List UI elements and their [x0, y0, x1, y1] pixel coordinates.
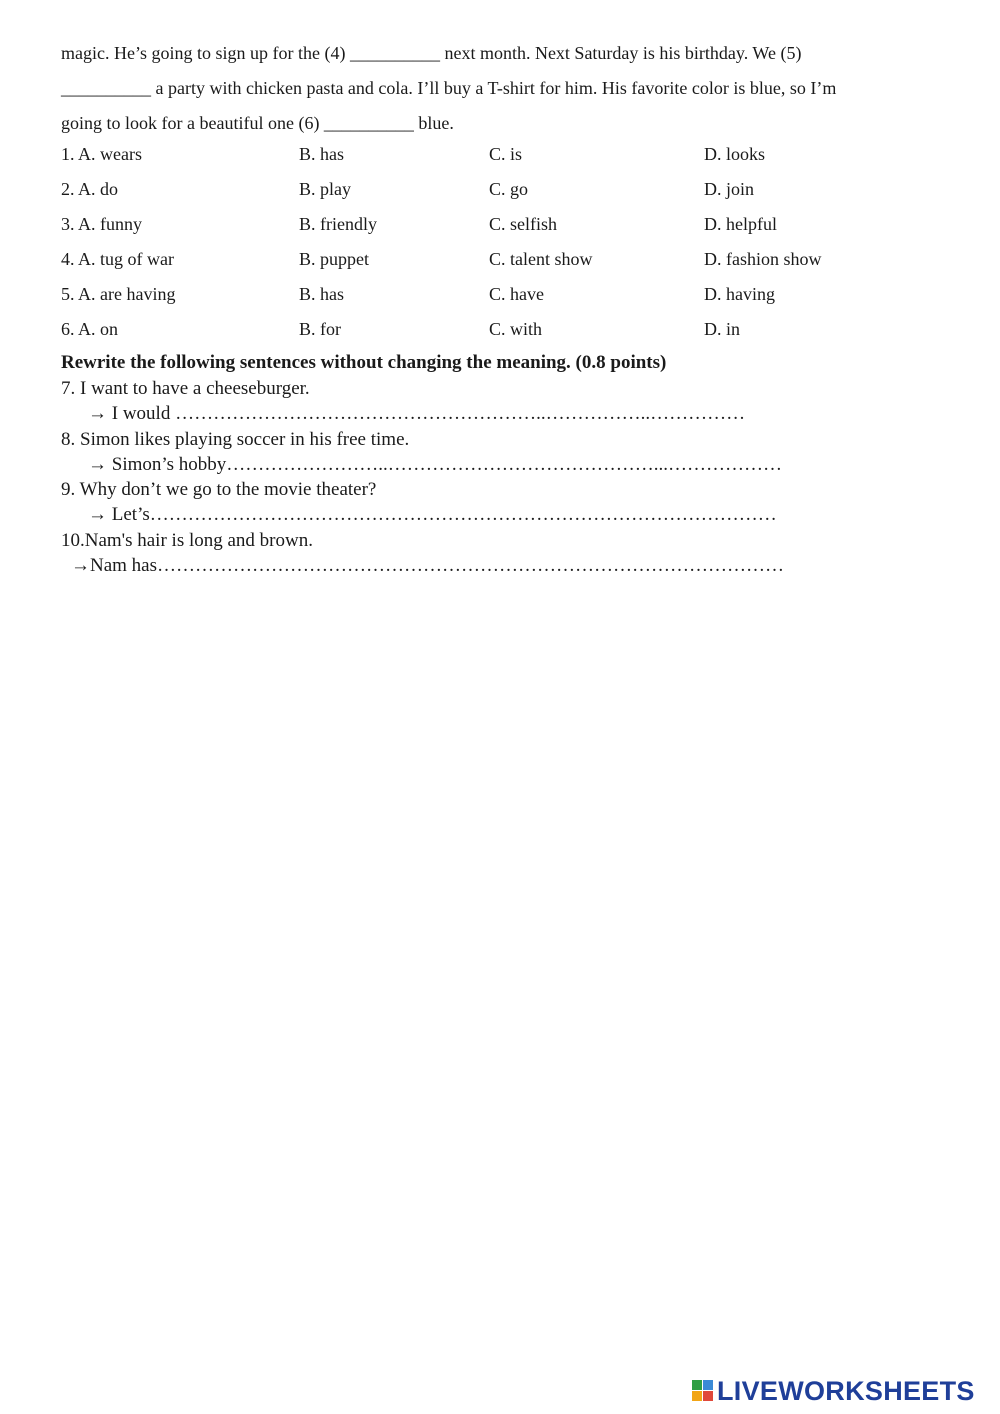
option-c: C. selfish [489, 214, 558, 234]
option-d: D. helpful [704, 214, 777, 234]
question-row-1 [61, 137, 961, 172]
rewrite-section [61, 350, 961, 578]
question-row-6 [61, 312, 961, 347]
option-b: B. puppet [299, 249, 369, 269]
logo-icon-square [703, 1391, 713, 1401]
rewrite-prompt-9: 9. Why don’t we go to the movie theater? [61, 479, 377, 501]
rewrite-prompt-7: 7. I want to have a cheeseburger. [61, 378, 310, 399]
option-d: D. join [704, 179, 755, 199]
passage-text [61, 36, 951, 141]
option-c: C. have [489, 284, 544, 304]
option-d: D. fashion show [704, 249, 822, 269]
option-d: D. looks [704, 144, 766, 164]
option-a: 1. A. wears [61, 144, 142, 164]
option-a: 3. A. funny [61, 214, 142, 234]
option-b: B. has [299, 284, 344, 304]
multiple-choice-options [61, 137, 961, 347]
question-row-3 [61, 207, 961, 242]
rewrite-answer-line-10[interactable]: →Nam has……………………………………………………………………………………… [71, 555, 785, 577]
option-c: C. go [489, 179, 529, 199]
option-a: 4. A. tug of war [61, 249, 174, 269]
option-d: D. having [704, 284, 775, 304]
section-heading: Rewrite the following sentences without changing the meaning. (0.8 points) [61, 352, 667, 373]
option-c: C. is [489, 144, 523, 164]
option-a: 6. A. on [61, 319, 119, 339]
option-a: 5. A. are having [61, 284, 176, 304]
passage-line: going to look for a beautiful one (6) __________ blue. [61, 113, 454, 133]
option-d: D. in [704, 319, 740, 339]
option-c: C. talent show [489, 249, 593, 269]
logo-text: LIVEWORKSHEETS [717, 1375, 975, 1406]
logo-icon-square [692, 1380, 702, 1390]
option-b: B. has [299, 144, 344, 164]
logo-icon [692, 1380, 714, 1402]
passage-line: magic. He’s going to sign up for the (4) __________ next month. Next Saturday is his birthday. We (5) [61, 43, 802, 63]
option-b: B. friendly [299, 214, 377, 234]
rewrite-answer-line-9[interactable]: → Let’s……………………………………………………………………………………… [88, 504, 777, 526]
question-row-2 [61, 172, 961, 207]
question-row-4 [61, 242, 961, 277]
option-a: 2. A. do [61, 179, 119, 199]
rewrite-prompt-10: 10.Nam's hair is long and brown. [61, 529, 313, 551]
liveworksheets-logo [692, 1376, 975, 1406]
rewrite-answer-line-8[interactable]: → Simon’s hobby……………………..……………………………………...……………… [88, 453, 783, 475]
option-b: B. for [299, 319, 341, 339]
rewrite-prompt-8: 8. Simon likes playing soccer in his free time. [61, 428, 410, 450]
question-row-5 [61, 277, 961, 312]
logo-icon-square [692, 1391, 702, 1401]
passage-line: __________ a party with chicken pasta and cola. I’ll buy a T-shirt for him. His favorite color is blue, so I’m [61, 78, 837, 98]
option-b: B. play [299, 179, 351, 199]
rewrite-answer-line-7[interactable]: → I would …………………………………………………..……………..…………… [88, 403, 746, 425]
logo-icon-square [703, 1380, 713, 1390]
option-c: C. with [489, 319, 543, 339]
